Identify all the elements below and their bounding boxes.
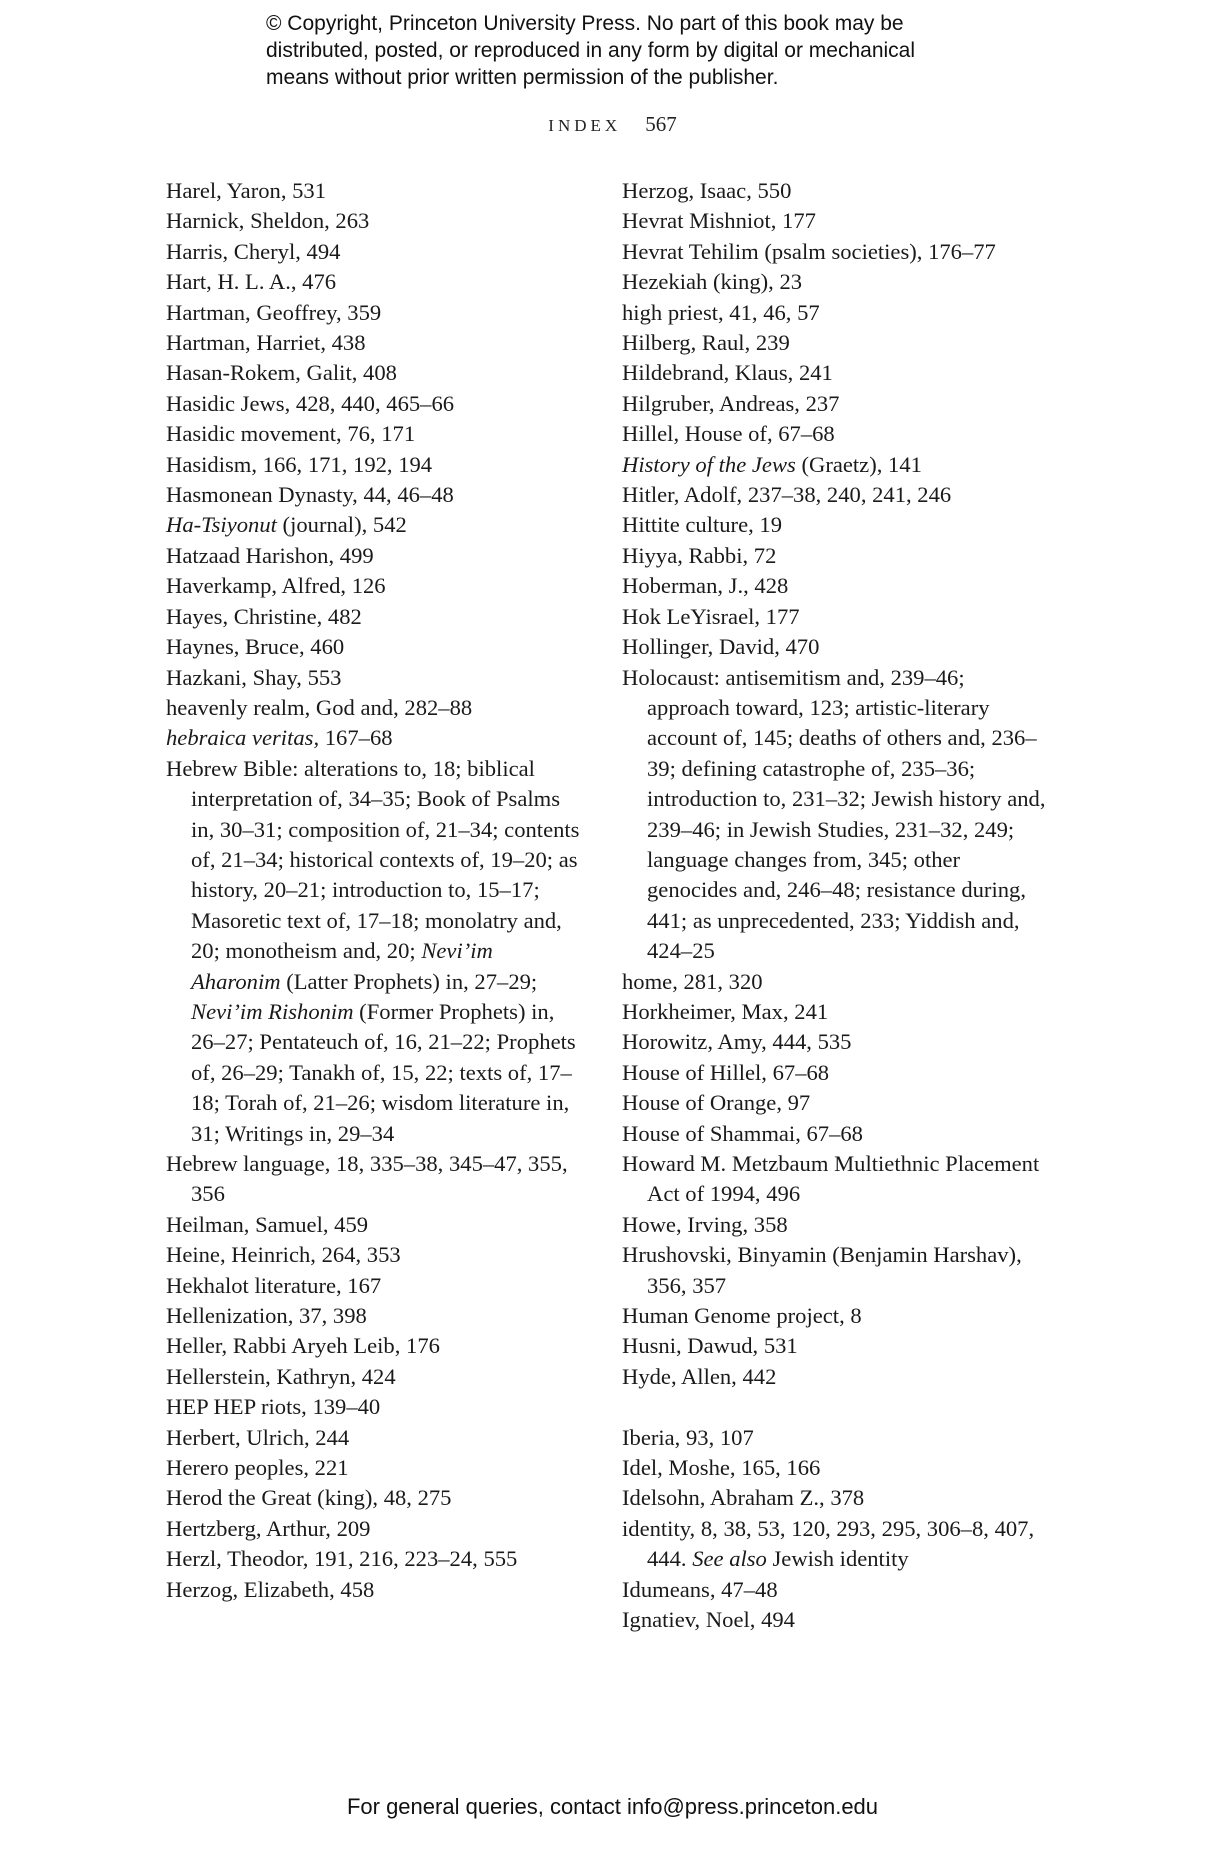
index-entry: Hasidic movement, 76, 171 (166, 421, 416, 447)
index-entry: heavenly realm, God and, 282–88 (166, 694, 473, 720)
index-entry: Herbert, Ulrich, 244 (166, 1424, 350, 1450)
index-entry: HEP HEP riots, 139–40 (166, 1394, 381, 1420)
letter-section-gap (622, 1392, 1052, 1422)
index-entry: Hevrat Tehilim (psalm societies), 176–77 (622, 238, 996, 264)
copyright-line: distributed, posted, or reproduced in any form by digital or mechanical (266, 39, 916, 62)
index-entry: Harris, Cheryl, 494 (166, 238, 341, 264)
copyright-line: means without prior written permission of the publisher. (266, 66, 779, 89)
page-number: 567 (645, 112, 677, 136)
index-entry: House of Shammai, 67–68 (622, 1120, 863, 1146)
index-entry: Hildebrand, Klaus, 241 (622, 360, 833, 386)
index-entry: Haverkamp, Alfred, 126 (166, 573, 386, 599)
index-entry: Hevrat Mishniot, 177 (622, 208, 816, 234)
index-entry: Hollinger, David, 470 (622, 634, 820, 660)
index-entry: Hrushovski, Binyamin (Benjamin Harshav), 356, 357 (622, 1242, 1022, 1298)
index-entry: Hittite culture, 19 (622, 512, 782, 538)
index-entry: Hart, H. L. A., 476 (166, 269, 337, 295)
index-entry: Heine, Heinrich, 264, 353 (166, 1242, 401, 1268)
index-entry: Idelsohn, Abraham Z., 378 (622, 1485, 865, 1511)
index-entry: Hasidic Jews, 428, 440, 465–66 (166, 390, 455, 416)
index-entry: Hartman, Geoffrey, 359 (166, 299, 382, 325)
index-entry: Hazkani, Shay, 553 (166, 664, 342, 690)
index-entry: Hoberman, J., 428 (622, 573, 789, 599)
index-entry: Hyde, Allen, 442 (622, 1363, 777, 1389)
index-entry: Idel, Moshe, 165, 166 (622, 1455, 821, 1481)
index-entry: identity, 8, 38, 53, 120, 293, 295, 306–8, 407, 444. See also Jewish identity (622, 1515, 1035, 1572)
index-entry: Husni, Dawud, 531 (622, 1333, 798, 1359)
index-entry: Herero peoples, 221 (166, 1455, 349, 1481)
index-entry: Hellenization, 37, 398 (166, 1303, 367, 1329)
index-entry: Human Genome project, 8 (622, 1303, 862, 1329)
index-entry: Heller, Rabbi Aryeh Leib, 176 (166, 1333, 440, 1359)
index-entry: Hekhalot literature, 167 (166, 1272, 382, 1298)
index-entry: Idumeans, 47–48 (622, 1576, 778, 1602)
index-entry: Hasidism, 166, 171, 192, 194 (166, 451, 433, 477)
index-entry: Hebrew language, 18, 335–38, 345–47, 355, 356 (166, 1151, 568, 1207)
index-entry: Hok LeYisrael, 177 (622, 603, 800, 629)
index-entry: Ignatiev, Noel, 494 (622, 1607, 795, 1633)
index-entry: Hiyya, Rabbi, 72 (622, 542, 777, 568)
index-entry: Haynes, Bruce, 460 (166, 634, 345, 660)
index-entry: Hartman, Harriet, 438 (166, 330, 366, 356)
index-entry: Iberia, 93, 107 (622, 1424, 754, 1450)
footer-contact: For general queries, contact info@press.princeton.edu (346, 1794, 879, 1819)
index-entry: Hitler, Adolf, 237–38, 240, 241, 246 (622, 482, 952, 508)
index-entry: Howe, Irving, 358 (622, 1211, 788, 1237)
index-entry: Hellerstein, Kathryn, 424 (166, 1363, 396, 1389)
copyright-notice (266, 10, 1026, 91)
running-head (0, 112, 1225, 137)
index-entry: Hilberg, Raul, 239 (622, 330, 790, 356)
index-entry: Hasmonean Dynasty, 44, 46–48 (166, 482, 454, 508)
index-entry: House of Hillel, 67–68 (622, 1059, 830, 1085)
index-entry: History of the Jews (Graetz), 141 (622, 451, 922, 477)
index-entry: Howard M. Metzbaum Multiethnic Placement Act of 1994, 496 (622, 1151, 1040, 1207)
index-entry: Herzog, Elizabeth, 458 (166, 1576, 375, 1602)
index-entry: Hillel, House of, 67–68 (622, 421, 835, 447)
running-head-label: INDEX (548, 116, 622, 135)
index-entry: Hilgruber, Andreas, 237 (622, 390, 840, 416)
index-entry: hebraica veritas, 167–68 (166, 725, 393, 751)
index-entry: Hezekiah (king), 23 (622, 269, 803, 295)
copyright-line: © Copyright, Princeton University Press. No part of this book may be (266, 12, 904, 35)
index-entry: high priest, 41, 46, 57 (622, 299, 820, 325)
index-entry: home, 281, 320 (622, 968, 763, 994)
index-entry: Horkheimer, Max, 241 (622, 998, 829, 1024)
index-entry: House of Orange, 97 (622, 1090, 811, 1116)
index-entry: Herzog, Isaac, 550 (622, 178, 792, 203)
index-entry: Hertzberg, Arthur, 209 (166, 1515, 371, 1541)
index-column-right (622, 176, 1052, 1635)
index-entry: Hayes, Christine, 482 (166, 603, 362, 629)
index-column-left (166, 176, 584, 1605)
index-entry: Hatzaad Harishon, 499 (166, 542, 374, 568)
index-entry: Herod the Great (king), 48, 275 (166, 1485, 452, 1511)
index-entry: Horowitz, Amy, 444, 535 (622, 1029, 852, 1055)
index-entry: Heilman, Samuel, 459 (166, 1211, 369, 1237)
index-entry: Harel, Yaron, 531 (166, 178, 327, 203)
index-entry: Hebrew Bible: alterations to, 18; biblical interpretation of, 34–35; Book of Psalms in, 30–31; composition of, 21–34; contents of, 21–34; historical contexts of, 19–20; as history, 20–21; introduction to, 15–17; Masoretic text of, 17–18; monolatry and, 20; monotheism and, 20; Nevi’im Aharonim (Latter Prophets) in, 27–29; Nevi’im Rishonim (Former Prophets) in, 26–27; Pentateuch of, 16, 21–22; Prophets of, 26–29; Tanakh of, 15, 22; texts of, 17–18; Torah of, 21–26; wisdom literature in, 31; Writings in, 29–34 (166, 755, 580, 1146)
index-entry: Harnick, Sheldon, 263 (166, 208, 370, 234)
index-entry: Holocaust: antisemitism and, 239–46; approach toward, 123; artistic-literary account of, 145; deaths of others and, 236–39; defining catastrophe of, 235–36; introduction to, 231–32; Jewish history and, 239–46; in Jewish Studies, 231–32, 249; language changes from, 345; other genocides and, 246–48; resistance during, 441; as unprecedented, 233; Yiddish and, 424–25 (622, 664, 1046, 964)
index-entry: Hasan-Rokem, Galit, 408 (166, 360, 397, 386)
index-entry: Ha-Tsiyonut (journal), 542 (166, 512, 407, 538)
index-entry: Herzl, Theodor, 191, 216, 223–24, 555 (166, 1546, 518, 1572)
